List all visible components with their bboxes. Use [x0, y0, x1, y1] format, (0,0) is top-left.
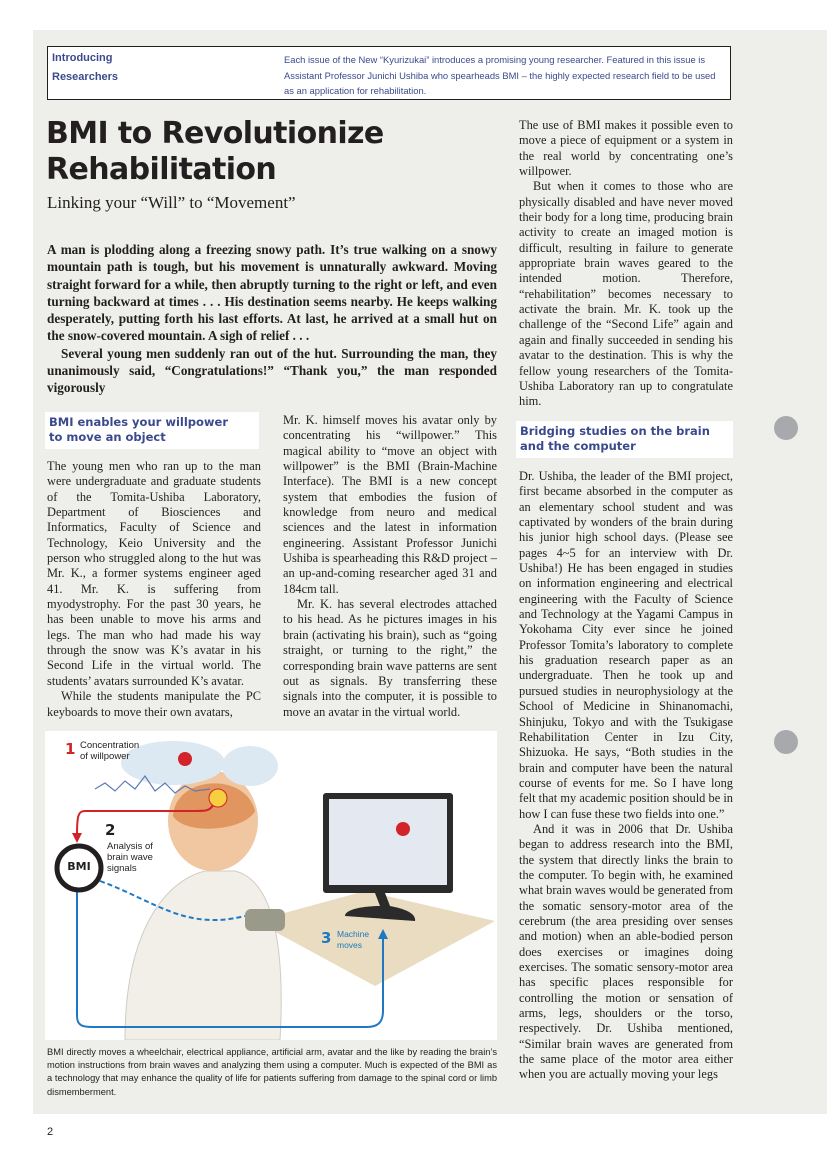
step-number-2: 2: [105, 821, 116, 839]
step-label-1: [80, 740, 139, 762]
decorative-dot: [774, 416, 798, 440]
title-line: BMI to Revolutionize: [46, 116, 384, 151]
person-body-shape: [125, 871, 281, 1040]
column-2: [283, 413, 497, 720]
brain-activity-spot: [209, 789, 227, 807]
title-line: Rehabilitation: [46, 152, 277, 187]
bmi-label: BMI: [67, 860, 91, 873]
illustration-graphic: [45, 731, 497, 1040]
label-line: Machine: [337, 929, 370, 939]
paragraph: While the students manipulate the PC keyboards to move their own avatars,: [47, 689, 261, 719]
heading-line: Bridging studies on the brain: [520, 424, 710, 438]
article-title: [46, 116, 384, 188]
step-label-3: [337, 929, 369, 951]
label-line: brain wave: [107, 852, 153, 863]
paragraph: Mr. K. has several electrodes attached to his head. As he pictures images in his brain (activating his brain), such as “going straight, or turning to the right,” the corresponding brain wave patterns are sent out as signals. By transferring these signals into the computer, it is possible to move an avatar in the virtual world.: [283, 597, 497, 719]
paragraph: But when it comes to those who are physically disabled and have never moved their body for a long time, producing brain activity to create an imaged motion is difficult, resulting in failure to generate appropriate brain waves geared to the intended motion. Therefore, “rehabilitation” becomes necessary to activate the brain. Mr. K. took up the challenge of the “Second Life” again and again and finally succeeded in sending his avatar to the destination. This is why the fellow young researchers of the Tomita-Ushiba Laboratory ran up to congratulate him.: [519, 179, 733, 409]
step-number-3: 3: [321, 929, 332, 947]
heading-line: to move an object: [49, 430, 166, 444]
article-subtitle: Linking your “Will” to “Movement”: [47, 193, 296, 212]
step-number-1: 1: [65, 740, 76, 758]
thought-bubble-hand: [222, 746, 278, 786]
label-line: moves: [337, 940, 363, 950]
intro-label: [52, 49, 118, 87]
intro-text: Each issue of the New “Kyurizukai” introduces a promising young researcher. Featured in this issue is Assistant Professor Junichi Ushiba who spearheads BMI – the highly expected research field to be used as an application for rehabilitation.: [284, 54, 716, 96]
heading-line: and the computer: [520, 439, 636, 453]
label-line: Analysis of: [107, 841, 153, 852]
paragraph: And it was in 2006 that Dr. Ushiba began to address research into the BMI, the system that directly links the brain to the computer. To begin with, he examined what brain waves would be generated from the somatic sensory-motor area of the cerebrum (the area presiding over senses and motion) when an able-bodied person does exercises or imagines doing exercises. The somatic sensory-motor area has specific places responsible for controlling the motion or sensation of arms, legs, shoulders or the torso, respectively. Dr. Ushiba mentioned, “Similar brain waves are generated from the same place of the motor area either when you are actually moving your legs: [519, 821, 734, 1082]
label-line: of willpower: [80, 751, 130, 762]
robot-hand: [245, 909, 285, 931]
desk: [255, 891, 495, 986]
bmi-illustration: [45, 731, 497, 1040]
label-line: signals: [107, 863, 137, 874]
paragraph: The young men who ran up to the man were undergraduate and graduate students of the Tomita-Ushiba Laboratory, Department of Biosciences and Informatics, Faculty of Science and Technology, Keio University and the person who struggled along to the hut was Mr. K., a former systems engineer aged 41. Mr. K. is suffering from myodystrophy. For the past 30 years, he has been unable to move his arms and legs. The man who had made his way through the snow was K’s avatar in his Second Life in the virtual world. The students’ avatars surrounded K’s avatar.: [47, 459, 261, 688]
page-number: 2: [47, 1126, 54, 1138]
section-heading-bridging: [516, 421, 733, 458]
paragraph: Dr. Ushiba, the leader of the BMI project, first became absorbed in the computer as an elementary school student and was captivated by wonders of the brain during his junior high school days. (Please see pages 4~5 for an interview with Dr. Ushiba!) He has been engaged in studies on information engineering and electrical engineering with the Faculty of Science and Technology at the Yagami Campus in Yokohama City ever since he joined Professor Tomita’s laboratory to complete his graduation research paper as an undergraduate. Then he took up and pursued studies in neurophysiology at the School of Medicine in Shinanomachi, Shinjuku, Tokyo and with the Tsukigase Rehabilitation Center in Izu City, Shizuoka. He says, “Both studies in the brain and computer have been the natural course of events for me. So I have long felt that my academic position should be in how I can fuse these two fields into one.”: [519, 469, 733, 821]
intro-box: [47, 46, 731, 100]
figure-caption: BMI directly moves a wheelchair, electrical appliance, artificial arm, avatar and the like by reading the brain’s motion instructions from brain waves and analyzing them using a computer. Much is expected of the BMI as a technology that may enhance the quality of life for patients suffering from damage to the spinal cord or limb dismemberment.: [47, 1047, 497, 1097]
step-label-2: [107, 841, 153, 874]
target-icon: [396, 822, 410, 836]
label-line: Concentration: [80, 740, 140, 751]
lead-paragraphs: [47, 241, 497, 397]
section-heading-bmi-willpower: [45, 412, 259, 449]
paragraph: The use of BMI makes it possible even to move a piece of equipment or a system in the real world by concentrating one’s willpower.: [519, 118, 733, 179]
intro-label-line: Researchers: [52, 71, 119, 83]
column-3-top: [519, 118, 733, 410]
lead-paragraph: A man is plodding along a freezing snowy path. It’s true walking on a snowy mountain path is tough, but his movement is unnaturally awkward. Moving straight forward for a while, then abruptly turning to the right or left, and even turning backward at times . . . His destination seems nearby. He keeps walking desperately, putting forth his last efforts. At last, he arrived at a small hut on the snow-covered mountain. A sigh of relief . . .: [47, 242, 497, 344]
decorative-dot: [774, 730, 798, 754]
paragraph: Mr. K. himself moves his avatar only by concentrating his “willpower.” This magical ability to “move an object with willpower” is the BMI (Brain-Machine Interface). The BMI is a new concept system that embodies the fusion of knowledge from neuro and medical sciences and the latest in information engineering. Assistant Professor Junichi Ushiba is spearheading this R&D project – an up-and-coming researcher aged 31 and 184cm tall.: [283, 413, 497, 596]
target-icon: [178, 752, 192, 766]
column-3-bottom: [519, 469, 733, 1083]
heading-line: BMI enables your willpower: [49, 415, 228, 429]
column-1: [47, 459, 261, 720]
arrow-head: [72, 833, 82, 843]
intro-label-line: Introducing: [52, 52, 113, 64]
lead-paragraph: Several young men suddenly ran out of the hut. Surrounding the man, they unanimously said, “Congratulations!” “Thank you,” the man responded vigorously: [47, 345, 497, 396]
monitor-screen: [329, 799, 447, 885]
